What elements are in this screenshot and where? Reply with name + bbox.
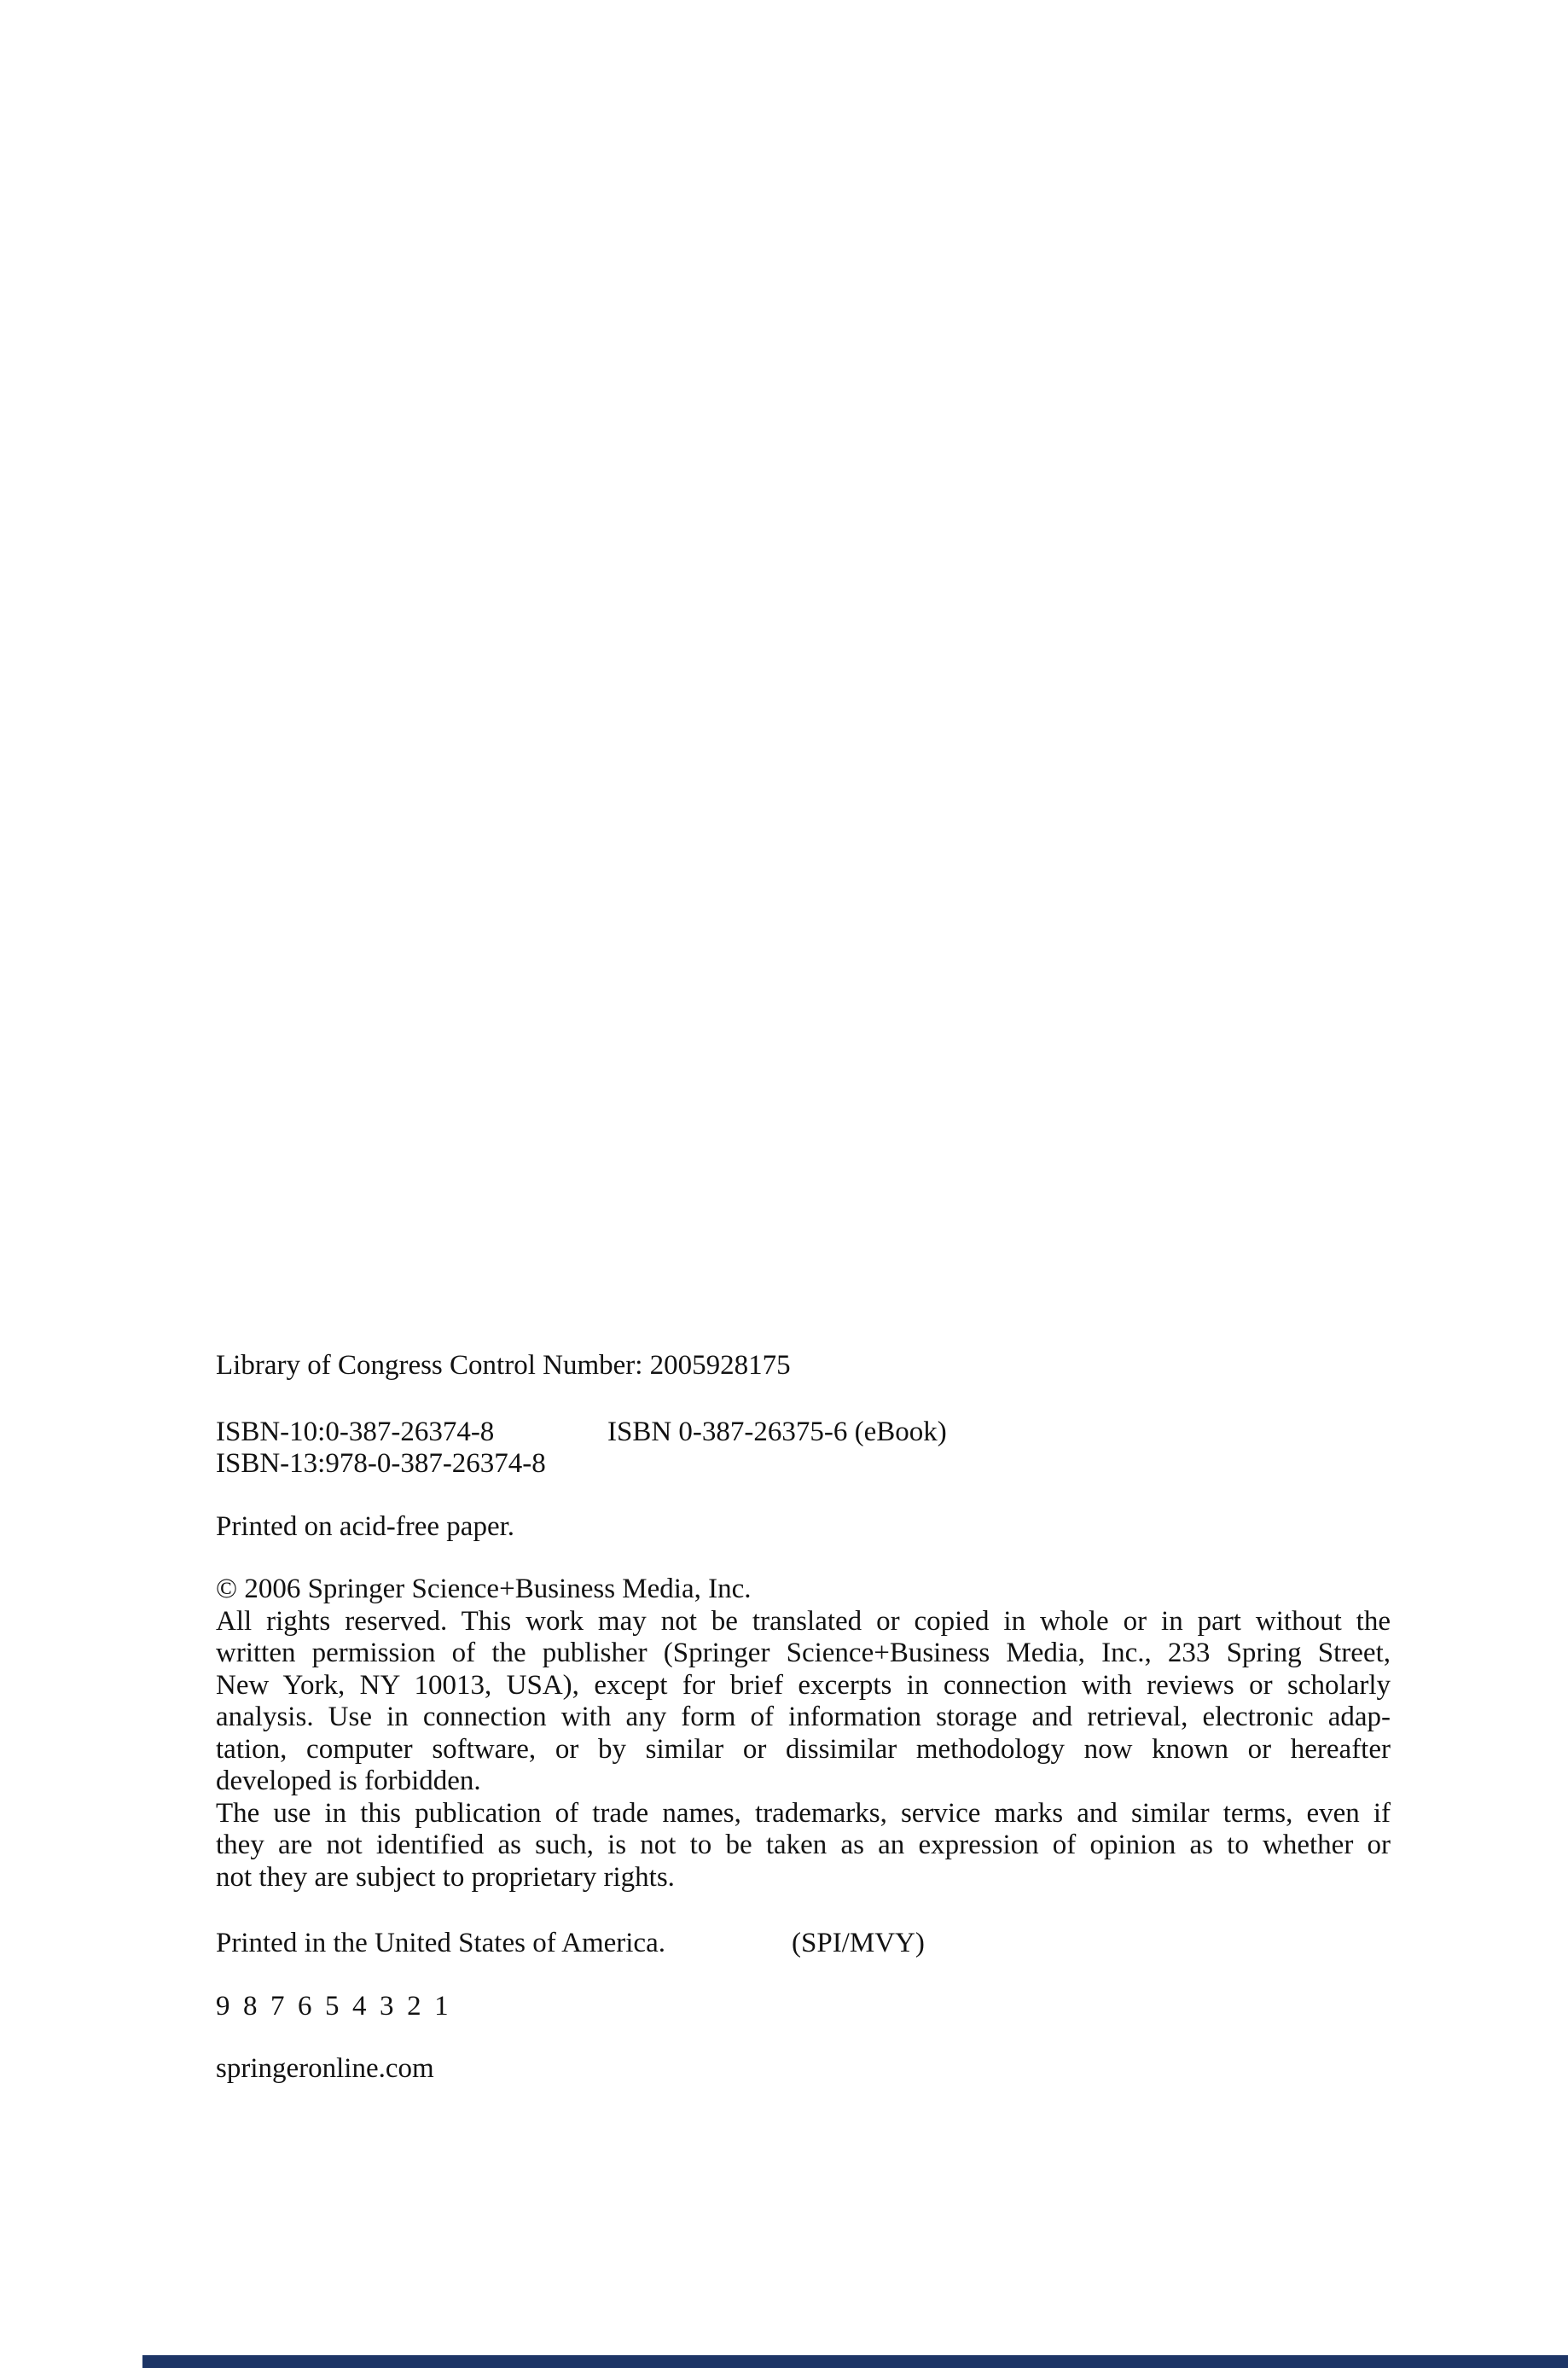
rights-line-3: New York, NY 10013, USA), except for brief excerpts in connection with reviews or scholarly [216,1669,1391,1701]
isbn-10: ISBN-10:0-387-26374-8 [216,1416,495,1447]
rights-line-5: tation, computer software, or by similar or dissimilar methodology now known or hereafter [216,1733,1391,1765]
website-line: springeronline.com [216,2053,434,2084]
loc-number-line: Library of Congress Control Number: 2005928175 [216,1350,791,1381]
printed-in-line: Printed in the United States of America. [216,1928,665,1958]
trademark-line-1: The use in this publication of trade names, trademarks, service marks and similar terms, even if [216,1797,1391,1829]
colophon-text-block [216,1350,1391,2086]
trademark-line-3: not they are subject to proprietary rights. [216,1861,675,1893]
isbn-block [216,1417,1391,1481]
rights-line-4: analysis. Use in connection with any form of information storage and retrieval, electronic adap- [216,1702,1391,1732]
print-run-numbers: 9 8 7 6 5 4 3 2 1 [216,1990,449,2022]
printed-in-row [216,1928,1391,1960]
bottom-edge-bar [142,2355,1568,2368]
copyright-line: © 2006 Springer Science+Business Media, Inc. [216,1574,752,1604]
trademark-line-2: they are not identified as such, is not to be taken as an expression of opinion as to whether or [216,1830,1391,1860]
isbn-row [216,1417,1391,1449]
copyright-paragraph [216,1574,1391,1894]
rights-line-6: developed is forbidden. [216,1766,481,1796]
rights-line-1: All rights reserved. This work may not be translated or copied in whole or in part without the [216,1605,1391,1637]
isbn-ebook: ISBN 0-387-26375-6 (eBook) [607,1416,947,1447]
isbn-13: ISBN-13:978-0-387-26374-8 [216,1448,546,1479]
printer-code: (SPI/MVY) [792,1928,925,1958]
acid-free-note: Printed on acid-free paper. [216,1510,515,1542]
rights-line-2: written permission of the publisher (Springer Science+Business Media, Inc., 233 Spring Street, [216,1638,1391,1668]
